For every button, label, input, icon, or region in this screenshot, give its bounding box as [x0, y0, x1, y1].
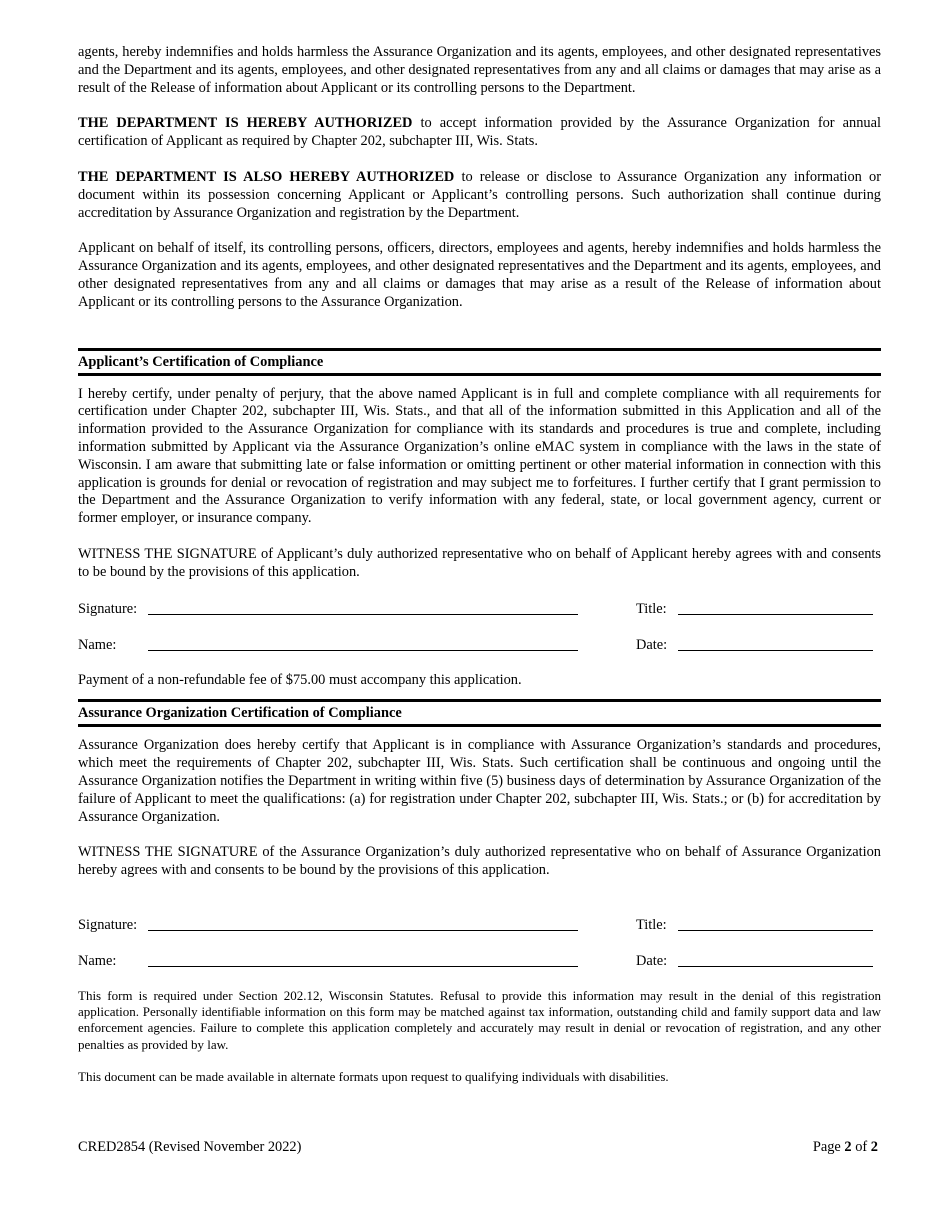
authorization-paragraph — [78, 115, 881, 151]
form-identifier: CRED2854 (Revised November 2022) — [78, 1139, 302, 1155]
applicant-witness-text: WITNESS THE SIGNATURE of Applicant’s duly authorized representative who on behalf of Applicant hereby agrees with and consents to be bound by the provisions of this application. — [78, 545, 881, 580]
assurance-name-field[interactable] — [148, 966, 578, 967]
applicant-name-row — [78, 636, 881, 654]
indemnity-paragraph-department: agents, hereby indemnifies and holds harmless the Assurance Organization and its agents, employees, and other designated representatives and the Department and its agents, employees, and other designated representatives from any and all claims or damages that may arise as a result of the Release of information about Applicant or its controlling persons to the Department. — [78, 44, 881, 96]
title-label: Title: — [636, 600, 667, 617]
page-total: 2 — [870, 1139, 878, 1155]
page-current: 2 — [844, 1139, 852, 1155]
assurance-certification-body: Assurance Organization does hereby certify that Applicant is in compliance with Assurance Organization’s standards and procedures, which meet the requirements of Chapter 202, subchapter III, Wis. Stats. Such certification shall be continuous and ongoing until the Assurance Organization notifies the Department in writing within five (5) business days of determination by Assurance Organization of the failure of Applicant to meet the qualifications: (a) for registration under Chapter 202, subchapter III, Wis. Stats.; or (b) for accreditation by Assurance Organization. — [78, 737, 881, 825]
page-number — [813, 1138, 878, 1156]
applicant-certification-body: I hereby certify, under penalty of perjury, that the above named Applicant is in full and complete compliance with all requirements for certification under Chapter 202, subchapter III, Wis. Stats., and that all of the information submitted in this Application and all of the information provided to the Assurance Organization for compliance with its standards and procedures is true and complete, including information submitted by Applicant via the Assurance Organization’s online eMAC system in compliance with the laws in the state of Wisconsin. I am aware that submitting late or false information or omitting pertinent or other material information in connection with this application is grounds for denial or revocation of registration and may subject me to forfeitures. I further certify that I grant permission to the Department and the Assurance Organization to verify information with any federal, state, or local government agency, current or former employer, or insurance company. — [78, 385, 881, 527]
assurance-name-row — [78, 952, 881, 970]
assurance-witness-text: WITNESS THE SIGNATURE of the Assurance Organization’s duly authorized representative who on behalf of Assurance Organization hereby agrees with and consents to be bound by the provisions of this application. — [78, 844, 881, 879]
accessibility-notice: This document can be made available in alternate formats upon request to qualifying individuals with disabilities. — [78, 1068, 669, 1084]
document-page — [78, 44, 881, 1085]
applicant-title-field[interactable] — [678, 614, 873, 615]
assurance-certification-heading: Assurance Organization Certification of Compliance — [78, 699, 881, 727]
date-label: Date: — [636, 636, 668, 653]
fee-note: Payment of a non-refundable fee of $75.00 must accompany this application. — [78, 671, 522, 688]
applicant-signature-field[interactable] — [148, 614, 578, 615]
indemnity-paragraph-assurance: Applicant on behalf of itself, its controlling persons, officers, directors, employees and agents, hereby indemnifies and holds harmless the Assurance Organization and its agents, employees, and other designated representatives and the Department and its agents, employees, and other designated representatives from any and all claims or damages that may arise as a result of the Release of information about Applicant or its controlling persons to the Assurance Organization. — [78, 240, 881, 310]
also-authorization-paragraph — [78, 169, 881, 222]
applicant-certification-heading: Applicant’s Certification of Compliance — [78, 348, 881, 376]
assurance-title-field[interactable] — [678, 930, 873, 931]
signature-label: Signature: — [78, 600, 138, 617]
applicant-date-field[interactable] — [678, 650, 873, 651]
assurance-signature-row — [78, 916, 881, 934]
name-label: Name: — [78, 952, 117, 969]
authorization-text: to accept information provided by the Assurance Organization for annual certification of Applicant as required by Chapter 202, subchapter III, Wis. Stats. — [78, 115, 881, 150]
page-footer — [78, 1138, 878, 1156]
statute-notice: This form is required under Section 202.12, Wisconsin Statutes. Refusal to provide this information may result in the denial of this registration application. Personally identifiable information on this form may be matched against tax information, outstanding child and family support data and law enforcement agencies. Failure to complete this application completely and accurately may result in denial or revocation of registration, and any other penalties as provided by law. — [78, 987, 881, 1052]
also-authorization-text: to release or disclose to Assurance Organization any information or document within its possession concerning Applicant or Applicant’s controlling persons. Such authorization shall continue during accreditation by Assurance Organization and registration by the Department. — [78, 168, 881, 221]
assurance-date-field[interactable] — [678, 966, 873, 967]
applicant-signature-row — [78, 600, 881, 618]
also-authorization-heading: THE DEPARTMENT IS ALSO HEREBY AUTHORIZED — [78, 168, 455, 185]
name-label: Name: — [78, 636, 117, 653]
authorization-heading: THE DEPARTMENT IS HEREBY AUTHORIZED — [78, 115, 413, 132]
date-label: Date: — [636, 952, 668, 969]
title-label: Title: — [636, 916, 667, 933]
applicant-name-field[interactable] — [148, 650, 578, 651]
assurance-signature-field[interactable] — [148, 930, 578, 931]
signature-label: Signature: — [78, 916, 138, 933]
page-of: of — [851, 1139, 871, 1155]
page-word: Page — [812, 1139, 845, 1155]
